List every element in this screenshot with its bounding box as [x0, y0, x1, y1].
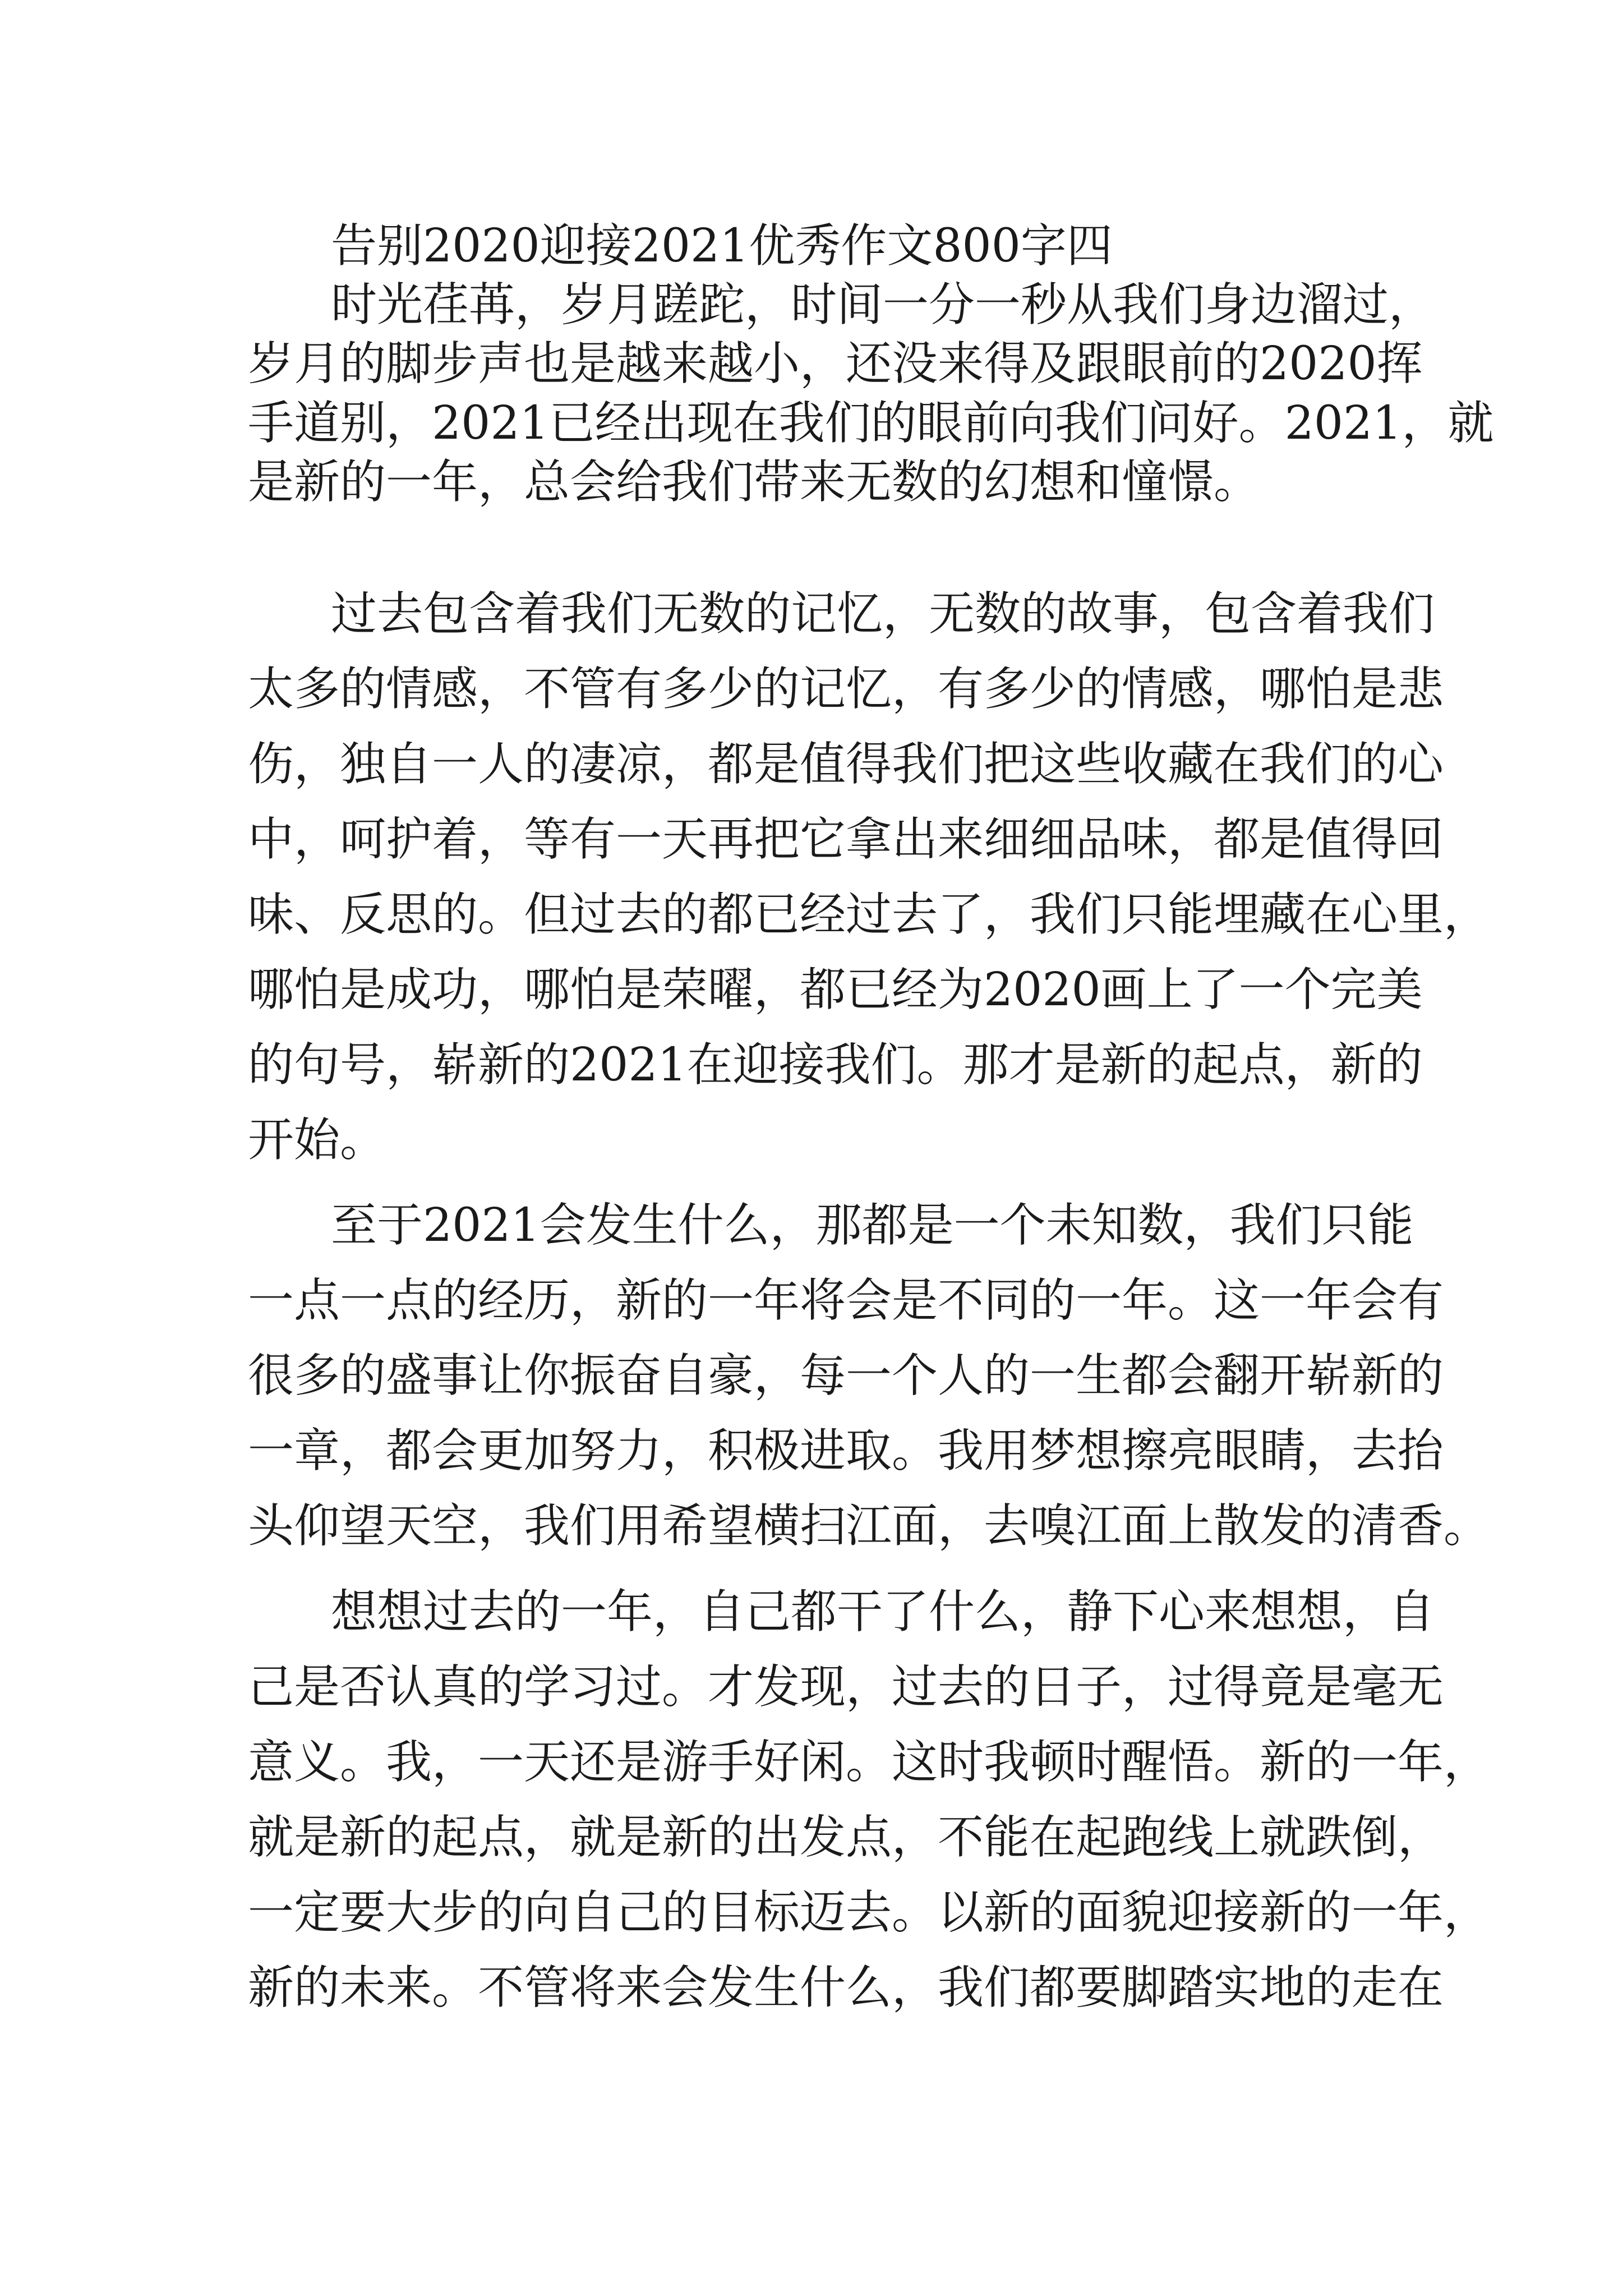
paragraph-line: 哪怕是成功，哪怕是荣曜，都已经为2020画上了一个完美 — [248, 963, 1423, 1016]
paragraph-line: 新的未来。不管将来会发生什么，我们都要脚踏实地的走在 — [248, 1961, 1444, 2014]
paragraph-line: 味、反思的。但过去的都已经过去了，我们只能埋藏在心里， — [248, 888, 1490, 941]
paragraph-line: 时光荏苒，岁月蹉跎，时间一分一秒从我们身边溜过， — [331, 278, 1435, 332]
paragraph-line: 头仰望天空，我们用希望横扫江面，去嗅江面上散发的清香。 — [248, 1499, 1490, 1553]
paragraph-line: 岁月的脚步声也是越来越小，还没来得及跟眼前的2020挥 — [248, 337, 1423, 390]
paragraph-line: 一章，都会更加努力，积极进取。我用梦想擦亮眼睛，去抬 — [248, 1424, 1444, 1478]
paragraph-line: 至于2021会发生什么，那都是一个未知数，我们只能 — [331, 1199, 1414, 1252]
paragraph-line: 开始。 — [248, 1114, 386, 1167]
document-title: 告别2020迎接2021优秀作文800字四 — [331, 219, 1113, 273]
paragraph-line: 中，呵护着，等有一天再把它拿出来细细品味，都是值得回 — [248, 813, 1444, 866]
paragraph-line: 一点一点的经历，新的一年将会是不同的一年。这一年会有 — [248, 1274, 1444, 1327]
paragraph-line: 意义。我，一天还是游手好闲。这时我顿时醒悟。新的一年， — [248, 1736, 1490, 1789]
paragraph-line: 过去包含着我们无数的记忆，无数的故事，包含着我们 — [331, 587, 1435, 641]
paragraph-line: 手道别，2021已经出现在我们的眼前向我们问好。2021，就 — [248, 397, 1494, 450]
paragraph-line: 很多的盛事让你振奋自豪，每一个人的一生都会翻开崭新的 — [248, 1349, 1444, 1402]
paragraph-line: 一定要大步的向自己的目标迈去。以新的面貌迎接新的一年， — [248, 1886, 1490, 1939]
paragraph-line: 的句号，崭新的2021在迎接我们。那才是新的起点，新的 — [248, 1038, 1423, 1092]
paragraph-line: 伤，独自一人的凄凉，都是值得我们把这些收藏在我们的心 — [248, 738, 1444, 791]
paragraph-line: 太多的情感，不管有多少的记忆，有多少的情感，哪怕是悲 — [248, 662, 1444, 716]
paragraph-line: 就是新的起点，就是新的出发点，不能在起跑线上就跌倒， — [248, 1811, 1444, 1864]
paragraph-line: 想想过去的一年，自己都干了什么，静下心来想想，自 — [331, 1585, 1435, 1639]
paragraph-line: 是新的一年，总会给我们带来无数的幻想和憧憬。 — [248, 455, 1260, 509]
paragraph-line: 己是否认真的学习过。才发现，过去的日子，过得竟是毫无 — [248, 1660, 1444, 1714]
